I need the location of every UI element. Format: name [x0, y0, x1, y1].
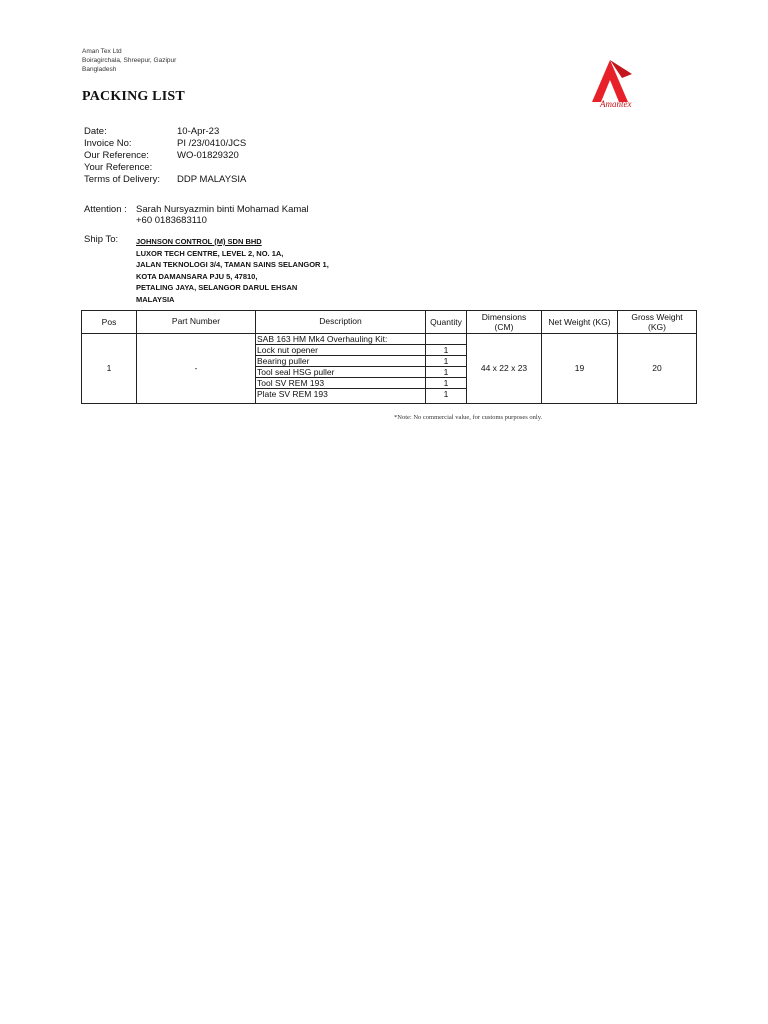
meta-row-date	[84, 126, 246, 138]
item-description: Lock nut opener	[257, 346, 318, 355]
header-net-weight: Net Weight (KG)	[548, 317, 611, 327]
meta-value: DDP MALAYSIA	[177, 174, 247, 185]
item-description: Plate SV REM 193	[257, 390, 328, 399]
item-quantity: 1	[443, 357, 449, 366]
company-block	[82, 47, 176, 74]
attention-name: Sarah Nursyazmin binti Mohamad Kamal	[136, 204, 309, 215]
meta-value: WO-01829320	[177, 150, 239, 161]
header-quantity: Quantity	[430, 317, 462, 327]
header-dimensions	[466, 310, 542, 334]
meta-row-terms	[84, 174, 246, 186]
header-dimensions-line1: Dimensions	[481, 312, 527, 322]
logo-mark-icon	[588, 58, 658, 110]
company-address-line1: Boiragirchala, Shreepur, Gazipur	[82, 57, 177, 64]
header-description: Description	[319, 316, 362, 326]
header-dimensions-line2: (CM)	[494, 322, 514, 332]
item-quantity: 1	[443, 368, 449, 377]
customs-note: *Note: No commercial value, for customs purposes only.	[394, 414, 543, 421]
header-pos: Pos	[101, 317, 117, 327]
logo-text: Amantex	[600, 99, 632, 109]
header-gross-weight	[617, 310, 697, 334]
attention-label: Attention :	[84, 204, 127, 215]
meta-label: Terms of Delivery:	[84, 174, 161, 185]
meta-label: Date:	[84, 126, 107, 137]
item-quantity: 1	[443, 379, 449, 388]
attention-block	[84, 204, 309, 226]
cell-gross-weight: 20	[652, 363, 662, 373]
ship-to-line: MALAYSIA	[136, 294, 175, 304]
cell-part-number: -	[194, 363, 198, 373]
document-meta	[84, 126, 246, 186]
item-description: Tool SV REM 193	[257, 379, 325, 388]
meta-row-invoice	[84, 138, 246, 150]
item-description: Tool seal HSG puller	[257, 368, 335, 377]
ship-to-line: JALAN TEKNOLOGI 3/4, TAMAN SAINS SELANGOR 1,	[136, 260, 329, 269]
ship-to-line: LUXOR TECH CENTRE, LEVEL 2, NO. 1A,	[136, 248, 284, 258]
cell-dimensions: 44 x 22 x 23	[480, 363, 528, 373]
meta-label: Your Reference:	[84, 162, 153, 173]
header-part-number: Part Number	[171, 316, 221, 326]
meta-label: Invoice No:	[84, 138, 132, 149]
packing-table	[81, 310, 697, 404]
header-gross-weight-line1: Gross Weight	[631, 312, 683, 322]
ship-to-block	[84, 234, 329, 305]
ship-to-label: Ship To:	[84, 234, 119, 245]
ship-to-address	[136, 234, 329, 305]
meta-row-your-reference	[84, 162, 246, 174]
ship-to-line: JOHNSON CONTROL (M) SDN BHD	[136, 237, 262, 246]
meta-value: 10-Apr-23	[177, 126, 220, 137]
cell-pos: 1	[106, 363, 112, 373]
meta-label: Our Reference:	[84, 150, 149, 161]
ship-to-line: KOTA DAMANSARA PJU 5, 47810,	[136, 271, 258, 281]
meta-row-our-reference	[84, 150, 246, 162]
cell-net-weight: 19	[574, 363, 585, 373]
item-description: Bearing puller	[257, 357, 310, 366]
item-quantity: 1	[443, 346, 449, 355]
attention-phone: +60 0183683110	[136, 215, 207, 226]
cell-kit-description: SAB 163 HM Mk4 Overhauling Kit:	[257, 335, 388, 344]
page-title: PACKING LIST	[82, 89, 185, 104]
company-name: Aman Tex Ltd	[82, 48, 122, 55]
company-logo	[588, 58, 658, 110]
meta-value: PI /23/0410/JCS	[177, 138, 247, 149]
ship-to-line: PETALING JAYA, SELANGOR DARUL EHSAN	[136, 283, 298, 292]
company-address-line2: Bangladesh	[82, 66, 117, 73]
item-quantity: 1	[443, 390, 449, 399]
header-gross-weight-line2: (KG)	[648, 322, 666, 332]
